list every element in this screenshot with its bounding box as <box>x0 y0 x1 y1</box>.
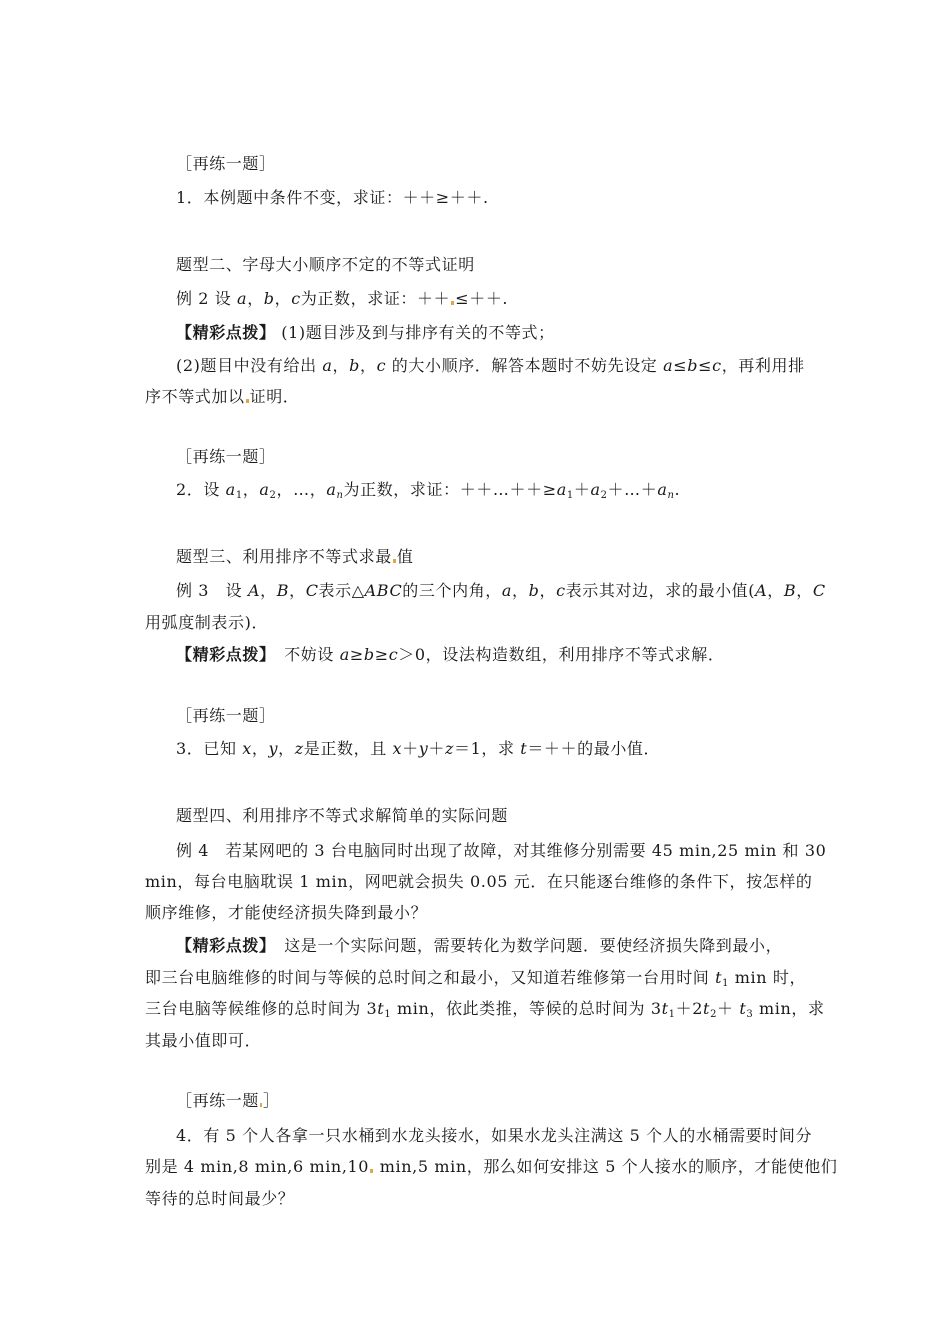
example-4-line-1: 例 4 若某网吧的 3 台电脑同时出现了故障，对其维修分别需要 45 min,25 min 和 30 <box>176 841 827 860</box>
hint-4-line-3: 三台电脑等候维修的总时间为 $3t_1$ min，依此类推，等候的总时间为 $3t_1+2t_2+ t_3$ min，求 <box>145 999 825 1020</box>
example-3-line-2: 用弧度制表示)． <box>145 613 269 632</box>
exercise-4-line-2: 别是 4 min,8 min,6 min,10 min,5 min，那么如何安排这 5 个人接水的顺序，才能使他们 <box>145 1157 838 1176</box>
hint-2-line-3: 序不等式加以 证明． <box>145 387 300 406</box>
hint-3: 【精彩点拨】 不妨设 a≥b≥c＞0，设法构造数组，利用排序不等式求解． <box>176 645 725 664</box>
mark-dot <box>370 1169 373 1173</box>
hint-tag: 【精彩点拨】 <box>176 936 268 955</box>
example-2: 例 2 设 a，b，c为正数，求证：＋＋ ≤＋＋. <box>176 289 509 308</box>
section-heading-2: 题型二、字母大小顺序不定的不等式证明 <box>176 255 475 274</box>
mark-dot <box>260 1103 262 1107</box>
example-4-line-2: min，每台电脑耽误 1 min，网吧就会损失 0.05 元．在只能逐台维修的条件下，按怎样的 <box>145 872 813 891</box>
hint-2-line-2: (2)题目中没有给出 a，b，c 的大小顺序．解答本题时不妨先设定 a≤b≤c，再利用排 <box>176 356 805 375</box>
mark-dot <box>246 399 249 403</box>
hint-tag: 【精彩点拨】 <box>176 645 268 664</box>
hint-tag: 【精彩点拨】 <box>176 323 276 342</box>
practice-heading-1: ［再练一题］ <box>176 154 276 173</box>
hint-4-line-2: 即三台电脑维修的时间与等候的总时间之和最小，又知道若维修第一台用时间 $t_1$ min 时， <box>145 968 807 989</box>
mark-dot <box>451 301 454 305</box>
hint-4-line-1: 【精彩点拨】 这是一个实际问题，需要转化为数学问题．要使经济损失降到最小， <box>176 936 783 955</box>
practice-heading-4: ［再练一题 ］ <box>176 1091 280 1110</box>
section-heading-4: 题型四、利用排序不等式求解简单的实际问题 <box>176 806 509 825</box>
section-heading-3: 题型三、利用排序不等式求最 值 <box>176 547 414 566</box>
practice-heading-2: ［再练一题］ <box>176 447 276 466</box>
example-3-line-1: 例 3 设 A，B，C表示△ABC的三个内角，a，b，c表示其对边，求的最小值(A，B，C <box>176 581 826 600</box>
hint-2-line-1: 【精彩点拨】 (1)题目涉及到与排序有关的不等式； <box>176 323 555 342</box>
example-4-line-3: 顺序维修，才能使经济损失降到最小？ <box>145 903 428 922</box>
exercise-3: 3．已知 x，y，z是正数，且 x＋y＋z＝1，求 t＝＋＋的最小值． <box>176 739 661 758</box>
exercise-4-line-1: 4．有 5 个人各拿一只水桶到水龙头接水，如果水龙头注满这 5 个人的水桶需要时间分 <box>176 1126 813 1145</box>
mark-dot <box>393 559 396 563</box>
hint-4-line-4: 其最小值即可． <box>145 1031 262 1050</box>
exercise-4-line-3: 等待的总时间最少？ <box>145 1189 295 1208</box>
practice-heading-3: ［再练一题］ <box>176 706 276 725</box>
exercise-2: 2．设 $a_1$，$a_2$，…，$a_n$为正数，求证：$++\dots++\ge a_1+a_2+\dots+a_n$. <box>176 480 681 501</box>
exercise-1: 1．本例题中条件不变，求证：＋＋≥＋＋. <box>176 188 489 207</box>
